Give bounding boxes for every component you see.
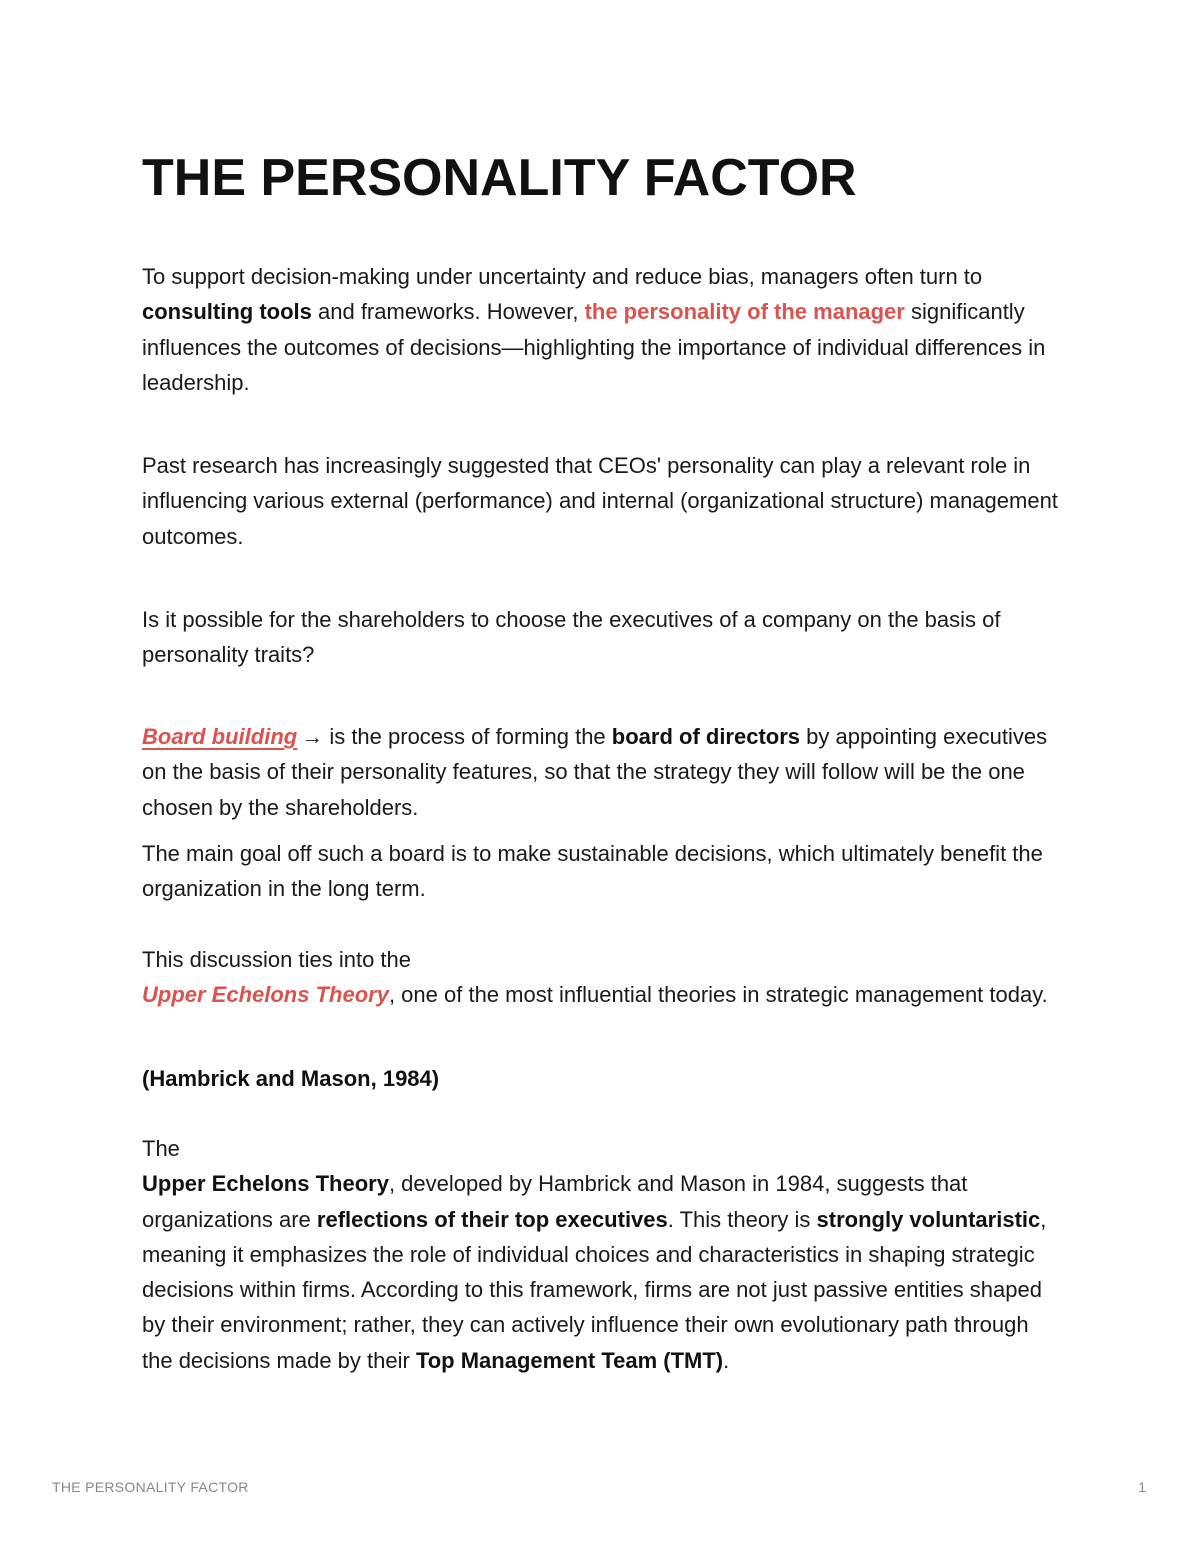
citation-text: (Hambrick and Mason, 1984): [142, 1066, 440, 1091]
footer-page-number: 1: [1138, 1479, 1146, 1495]
arrow-right-icon: →: [301, 724, 324, 749]
text-span: by appointing executives on the basis of their personality features, so that the strategy they will follow will be the one chosen by the shareholders.: [142, 724, 1048, 820]
text-span: , one of the most influential theories in strategic management today.: [388, 982, 1048, 1008]
paragraph-theory-description: [142, 1131, 1062, 1378]
paragraph-upper-echelons-intro: [142, 942, 1062, 1013]
bold-term-upper-echelons-theory: Upper Echelons Theory: [142, 1171, 389, 1197]
citation: [142, 1061, 1062, 1096]
board-building-link[interactable]: Board building: [142, 724, 298, 749]
bold-term-reflections: reflections of their top executives: [316, 1206, 668, 1232]
text-span: , developed by Hambrick and Mason in 1984, suggests that organizations are: [142, 1171, 968, 1232]
text-span: . This theory is: [667, 1206, 817, 1232]
text-span: This discussion ties into the: [142, 947, 412, 972]
paragraph-past-research: Past research has increasingly suggested that CEOs' personality can play a relevant role in influencing various external (performance) and internal (organizational structure) management outcomes.: [142, 453, 1058, 549]
text-span: , meaning it emphasizes the role of individual choices and characteristics in shaping strategic decisions within firms. According to this framework, firms are not just passive entities shaped by their environment; rather, they can actively influence their own evolutionary path through the decisions made by their: [142, 1206, 1047, 1373]
paragraph-board-building: [142, 719, 1062, 825]
text-span: .: [723, 1347, 730, 1373]
paragraph-question: Is it possible for the shareholders to choose the executives of a company on the basis of personality traits?: [142, 607, 1001, 668]
text-span: significantly influences the outcomes of decisions—highlighting the importance of individual differences in leadership.: [142, 299, 1046, 395]
text-span: is the process of forming the: [323, 724, 612, 749]
text-span: To support decision-making under uncertainty and reduce bias, managers often turn to: [142, 264, 983, 289]
text-span: The: [142, 1136, 180, 1161]
bold-term-board-of-directors: board of directors: [611, 724, 801, 749]
highlight-personality-of-manager: the personality of the manager: [584, 299, 905, 325]
page-title: THE PERSONALITY FACTOR: [142, 149, 857, 207]
footer-title: THE PERSONALITY FACTOR: [52, 1479, 249, 1495]
text-span: and frameworks. However,: [311, 299, 585, 325]
bold-term-consulting-tools: consulting tools: [142, 299, 312, 325]
paragraph-main-goal: The main goal off such a board is to make sustainable decisions, which ultimately benefit the organization in the long term.: [142, 841, 1043, 902]
paragraph-intro: [142, 259, 1062, 400]
bold-term-tmt: Top Management Team (TMT): [415, 1347, 724, 1373]
highlight-upper-echelons-theory: Upper Echelons Theory: [142, 982, 389, 1008]
bold-term-strongly-voluntaristic: strongly voluntaristic: [816, 1206, 1041, 1232]
